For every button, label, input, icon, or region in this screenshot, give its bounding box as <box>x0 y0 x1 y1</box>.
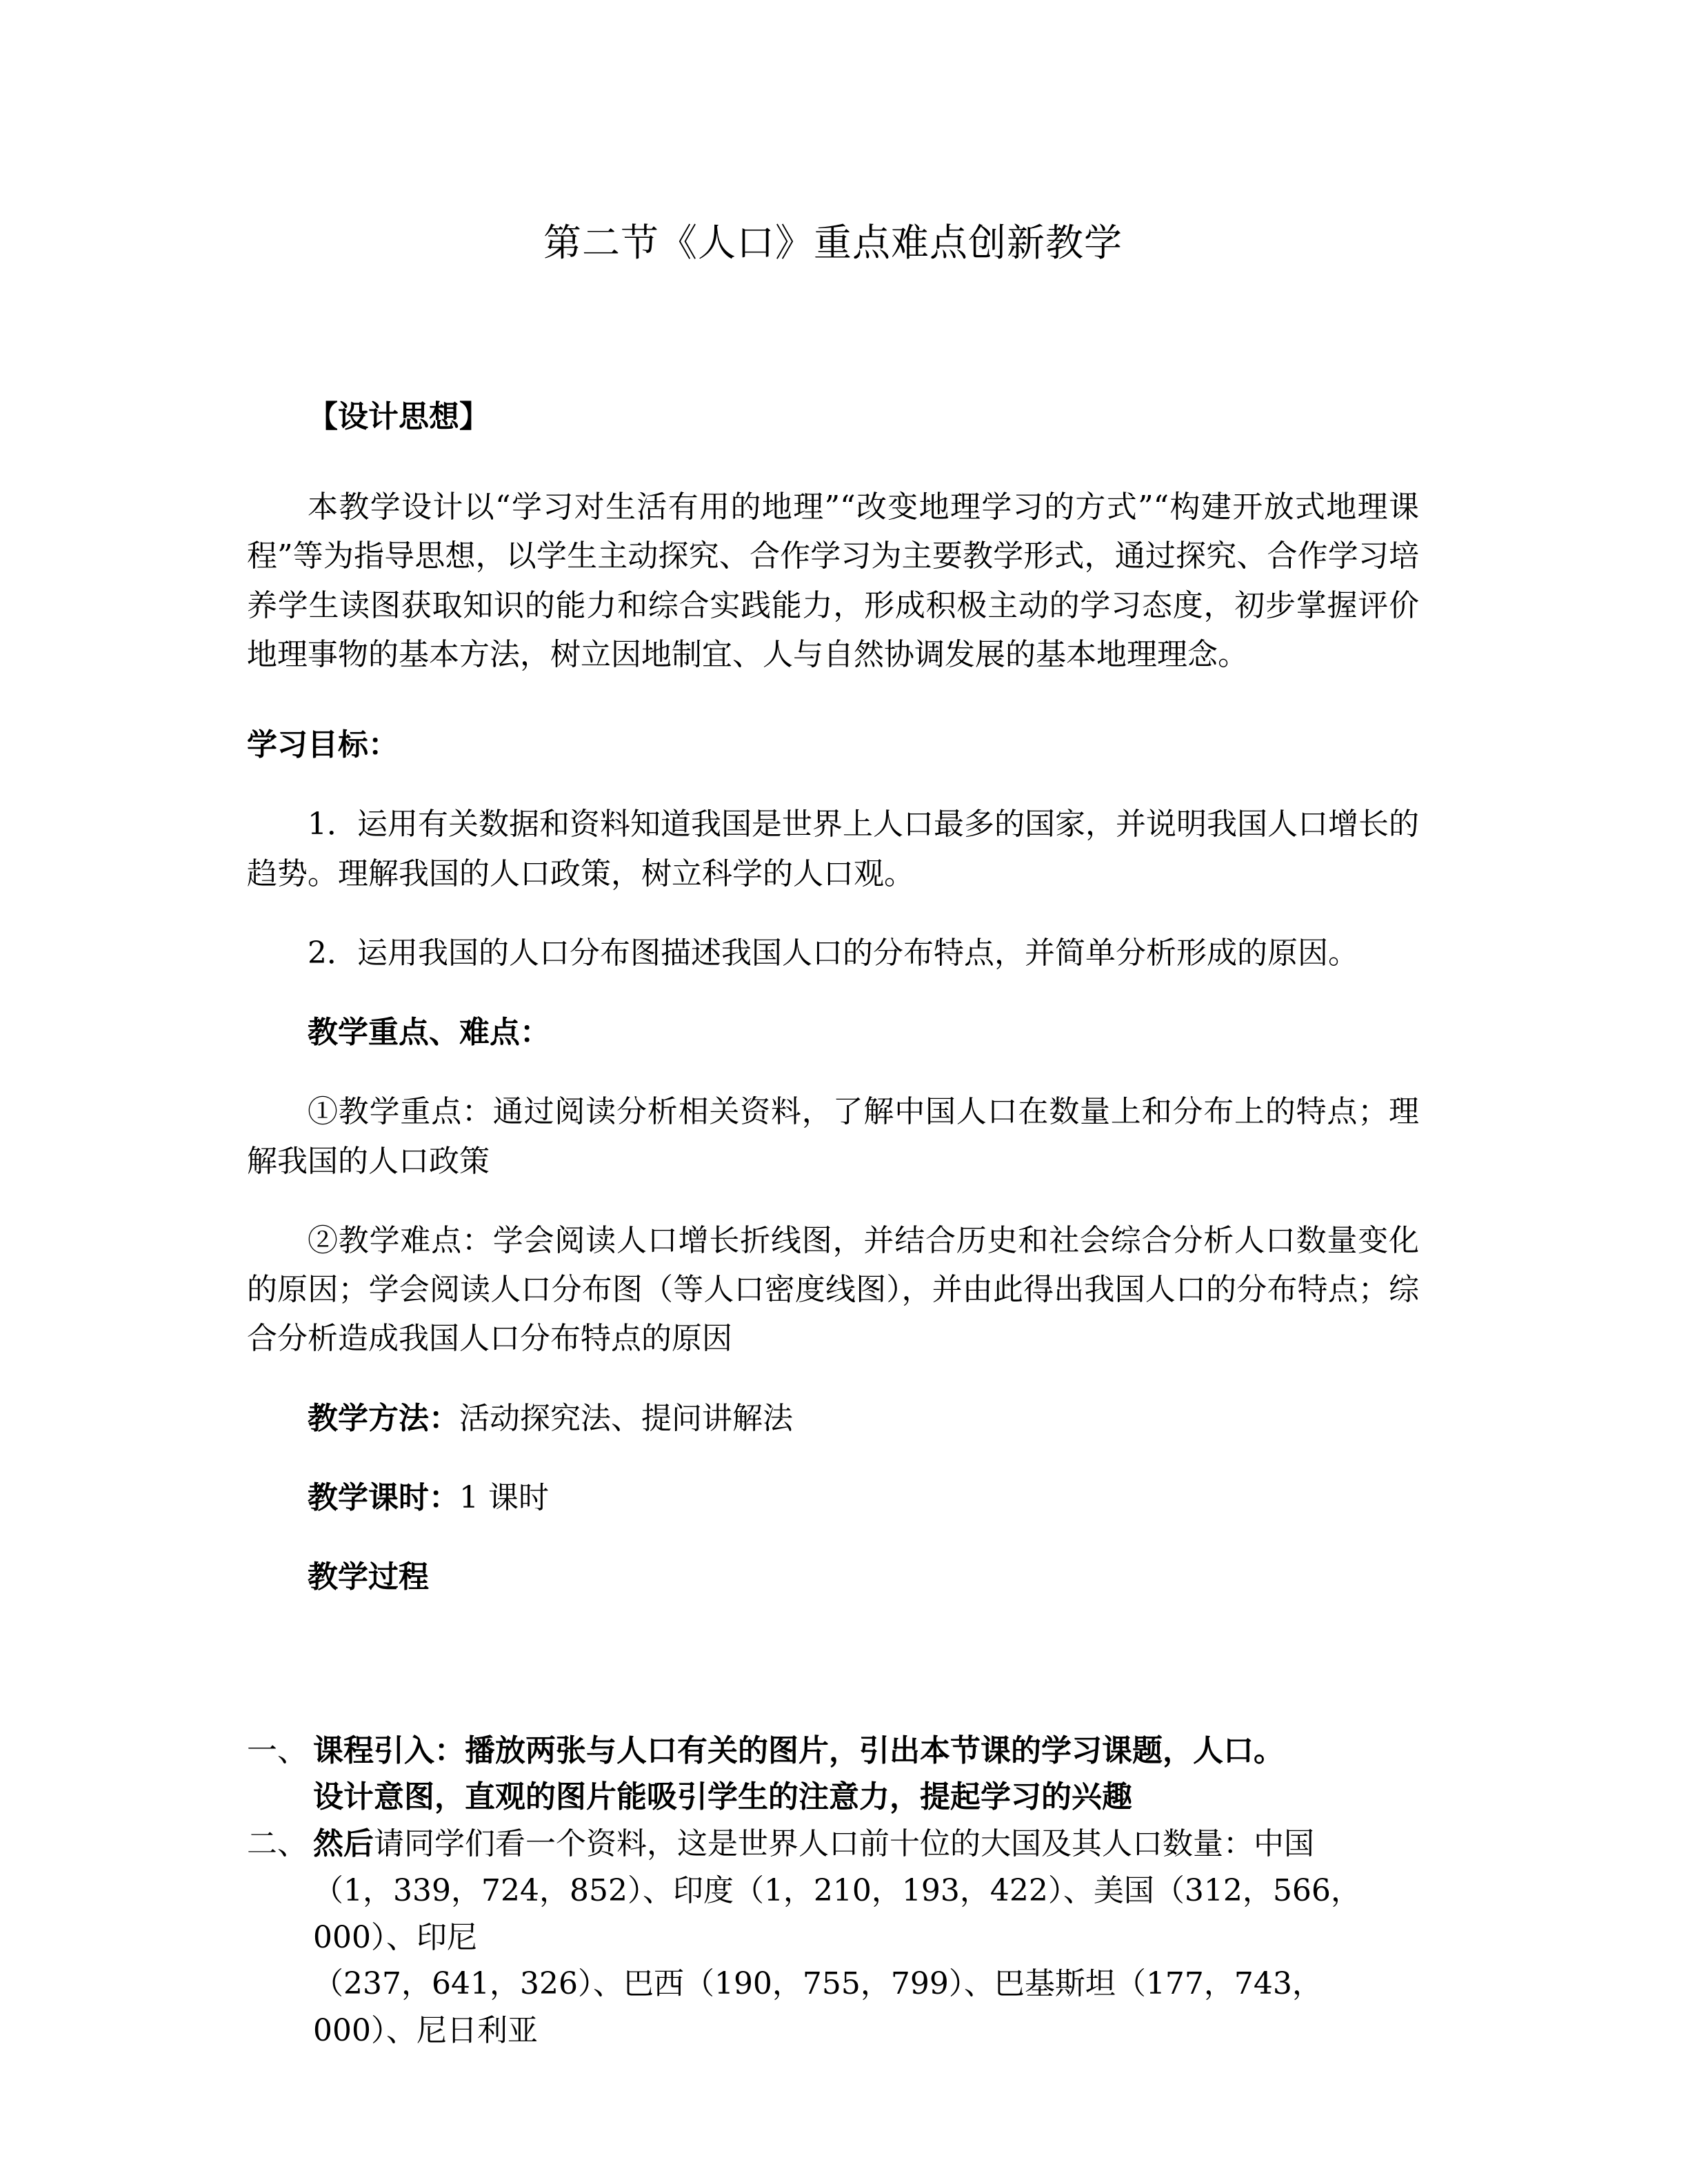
list-item-body <box>313 1821 1419 2054</box>
label-teaching-method: 教学方法： <box>308 1400 459 1436</box>
list-item-text: （237，641，326）、巴西（190，755，799）、巴基斯坦（177，743，000）、尼日利亚 <box>313 1966 1323 2049</box>
list-item-body <box>313 1728 1419 1821</box>
list-item-text: 请同学们看一个资料，这是世界人口前十位的大国及其人口数量：中国 <box>374 1826 1314 1862</box>
value-teaching-hours: 1 课时 <box>459 1480 549 1515</box>
spacer-before-key-difficult <box>247 978 1419 1008</box>
spacer-key-difficult-2 <box>247 1186 1419 1216</box>
spacer-before-objectives <box>247 679 1419 720</box>
paragraph-key-point: ①教学重点：通过阅读分析相关资料，了解中国人口在数量上和分布上的特点；理解我国的人口政策 <box>247 1094 1419 1179</box>
section-heading-design-idea: 【设计思想】 <box>308 398 490 434</box>
spacer-objectives <box>247 769 1419 800</box>
spacer-key-difficult <box>247 1057 1419 1087</box>
list-item-line <box>313 1961 1419 2054</box>
list-item-bold-text: 然后 <box>313 1826 374 1862</box>
paragraph-difficult-point: ②教学难点：学会阅读人口增长折线图，并结合历史和社会综合分析人口数量变化的原因；学会阅读人口分布图（等人口密度线图），并由此得出我国人口的分布特点；综合分析造成我国人口分布特点的原因 <box>247 1222 1419 1357</box>
spacer-after-title <box>247 267 1419 392</box>
paragraph-objective-2: 2．运用我国的人口分布图描述我国人口的分布特点，并简单分析形成的原因。 <box>308 935 1358 971</box>
list-item-text: （1，339，724，852）、印度（1，210，193，422）、美国（312，566，000）、印尼 <box>313 1872 1361 1955</box>
list-marker: 一、 <box>247 1732 308 1768</box>
label-teaching-hours: 教学课时： <box>308 1480 459 1515</box>
document-content <box>247 0 1419 2054</box>
list-item-bold-text: 设计意图，直观的图片能吸引学生的注意力，提起学习的兴趣 <box>313 1779 1132 1815</box>
list-item <box>247 1728 1419 1821</box>
paragraph-objective-1: 1．运用有关数据和资料知道我国是世界上人口最多的国家，并说明我国人口增长的趋势。理解我国的人口政策，树立科学的人口观。 <box>247 807 1419 891</box>
list-item-line <box>313 1821 1419 1868</box>
list-marker: 二、 <box>247 1826 308 1862</box>
section-heading-learning-objectives: 学习目标： <box>247 727 399 763</box>
spacer-design-idea <box>247 441 1419 483</box>
paragraph-design-idea-body: 本教学设计以“学习对生活有用的地理”“改变地理学习的方式”“构建开放式地理课程”等为指导思想，以学生主动探究、合作学习为主要教学形式，通过探究、合作学习培养学生读图获取知识的能力和综合实践能力，形成积极主动的学习态度，初步掌握评价地理事物的基本方法，树立因地制宜、人与自然协调发展的基本地理理念。 <box>247 489 1419 672</box>
section-heading-teaching-process: 教学过程 <box>308 1559 429 1595</box>
list-item-line <box>313 1868 1419 1961</box>
value-teaching-method: 活动探究法、提问讲解法 <box>459 1400 793 1436</box>
spacer-method-hours <box>247 1443 1419 1473</box>
list-item-line <box>313 1774 1419 1821</box>
line-teaching-method <box>247 1394 1419 1443</box>
list-item-bold-text: 课程引入：播放两张与人口有关的图片，引出本节课的学习课题，人口。 <box>313 1732 1284 1768</box>
spacer-before-process-list <box>247 1602 1419 1728</box>
spacer-objective-1-2 <box>247 898 1419 929</box>
list-item-line <box>313 1728 1419 1775</box>
line-teaching-hours <box>247 1473 1419 1522</box>
section-heading-key-and-difficult-points: 教学重点、难点： <box>308 1015 550 1051</box>
teaching-process-list <box>247 1728 1419 2054</box>
spacer-before-process <box>247 1522 1419 1553</box>
list-item <box>247 1821 1419 2054</box>
page-title: 第二节《人口》重点难点创新教学 <box>543 221 1123 265</box>
spacer-before-method <box>247 1364 1419 1394</box>
